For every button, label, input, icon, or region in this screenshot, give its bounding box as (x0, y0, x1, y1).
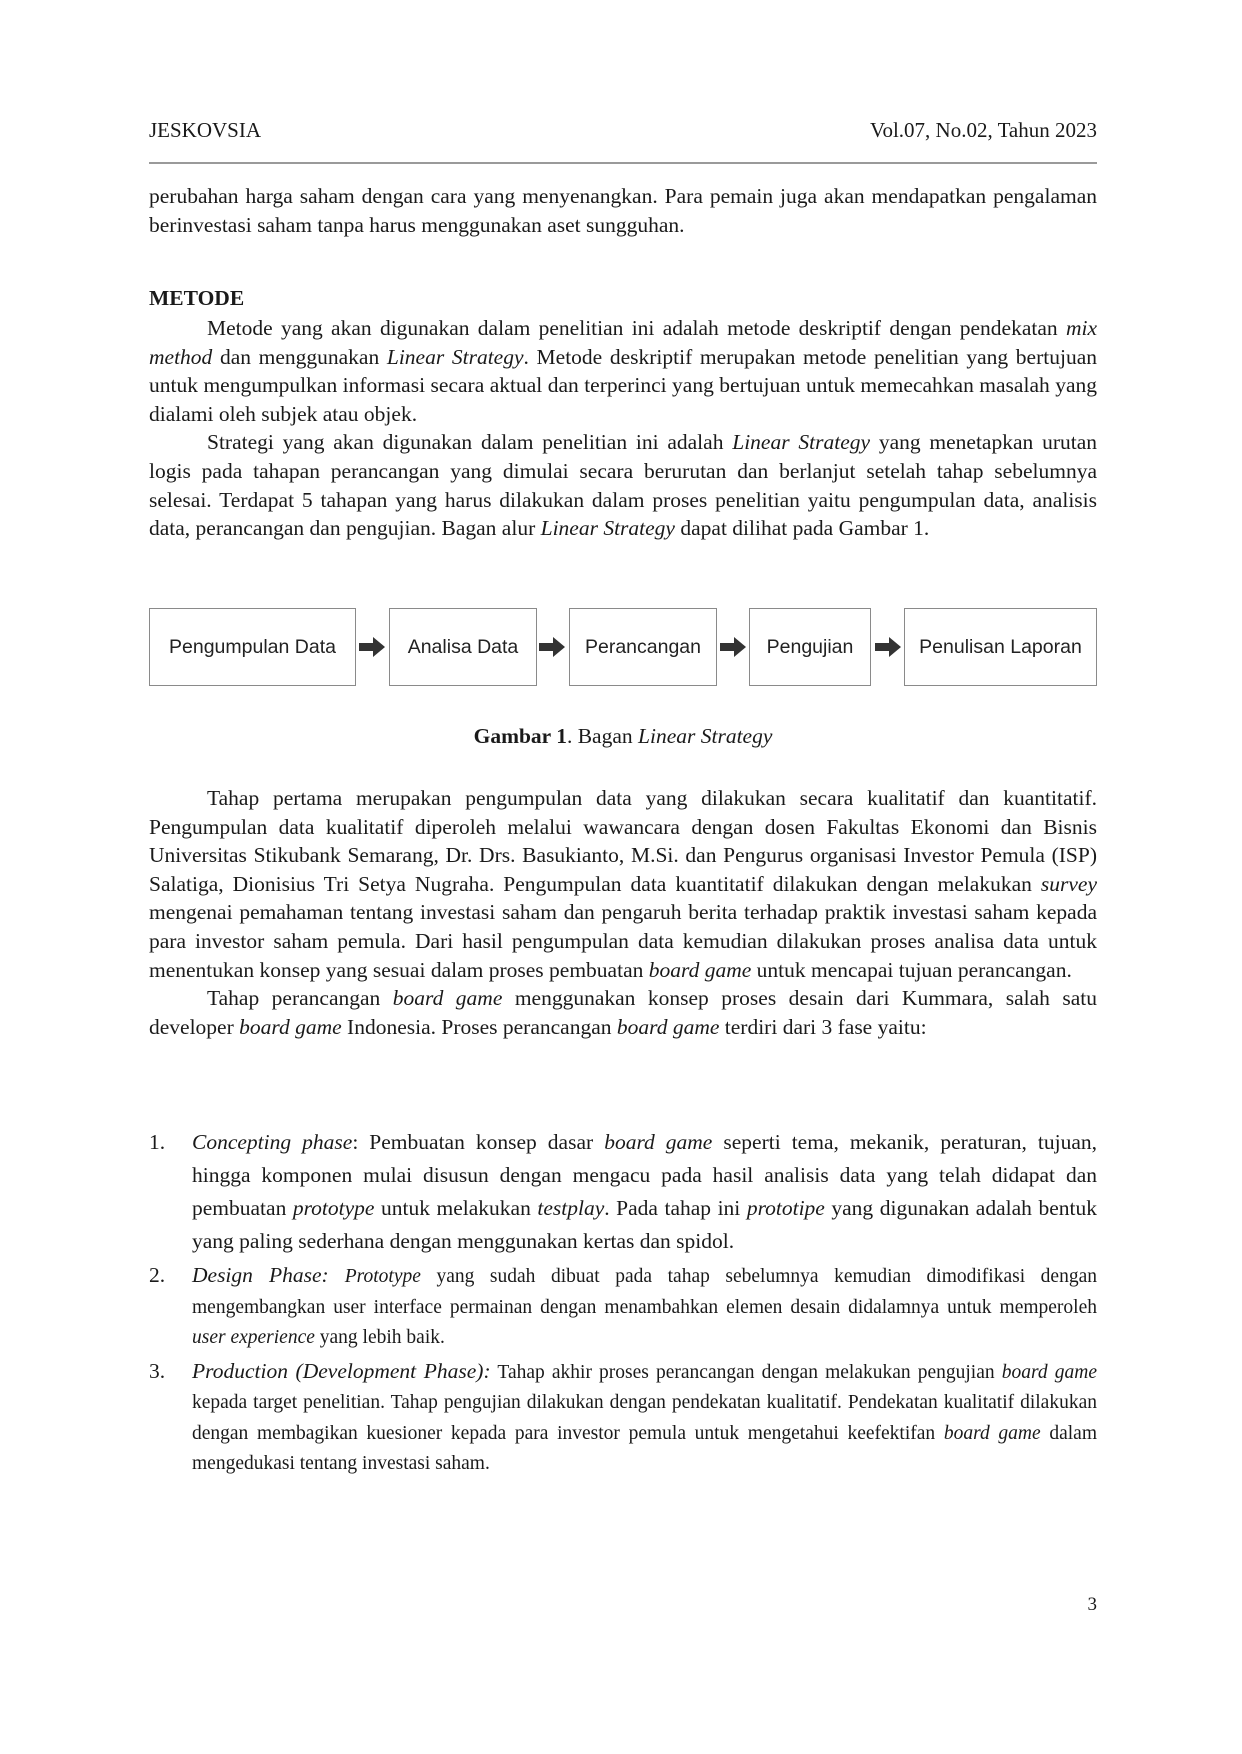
flow-step: Penulisan Laporan (904, 608, 1097, 686)
intro-block (149, 182, 1097, 239)
arrow-right-icon (539, 637, 565, 657)
flow-step: Perancangan (569, 608, 717, 686)
arrow-right-icon (875, 637, 901, 657)
metode-block (149, 314, 1097, 543)
arrow-right-icon (720, 637, 746, 657)
list-item: 1. Concepting phase: Pembuatan konsep dasar board game seperti tema, mekanik, peraturan, tujuan, hingga komponen mulai disusun dengan mengacu pada hasil analisis data yang telah didapat dan pembuatan prototype untuk melakukan testplay. Pada tahap ini prototipe yang digunakan adalah bentuk yang paling sederhana dengan menggunakan kertas dan spidol. (149, 1130, 1097, 1253)
section-title: METODE (149, 286, 245, 310)
list-item: 2. Design Phase: Prototype yang sudah dibuat pada tahap sebelumnya kemudian dimodifikasi dengan mengembangkan user interface permainan dengan menambahkan elemen desain didalamnya untuk memperoleh user experience yang lebih baik. (149, 1263, 1097, 1348)
flow-step: Analisa Data (389, 608, 537, 686)
figure-caption: Gambar 1. Bagan Linear Strategy (473, 724, 773, 748)
running-header (149, 118, 1097, 143)
list-item: 3. Production (Development Phase): Tahap akhir proses perancangan dengan melakukan pengujian board game kepada target penelitian. Tahap pengujian dilakukan dengan pendekatan kualitatif. Pendekatan kualitatif dilakukan dengan membagikan kuesioner kepada para investor pemula untuk mengetahui keefektifan board game dalam mengedukasi tentang investasi saham. (149, 1358, 1097, 1474)
phase-list-block (149, 1126, 1097, 1480)
journal-name: JESKOVSIA (149, 118, 262, 142)
phase-list (149, 1126, 1097, 1480)
tahap-paragraph-1: Tahap pertama merupakan pengumpulan data yang dilakukan secara kualitatif dan kuantitatif. Pengumpulan data kualitatif diperoleh melalui wawancara dengan dosen Fakultas Ekonomi dan Bisnis Universitas Stikubank Semarang, Dr. Drs. Basukianto, M.Si. dan Pengurus organisasi Investor Pemula (ISP) Salatiga, Dionisius Tri Setya Nugraha. Pengumpulan data kuantitatif dilakukan dengan melakukan survey mengenai pemahaman tentang investasi saham dan pengaruh berita terhadap praktik investasi saham kepada para investor saham pemula. Dari hasil pengumpulan data kemudian dilakukan proses analisa data untuk menentukan konsep yang sesuai dalam proses pembuatan board game untuk mencapai tujuan perancangan. (149, 786, 1097, 982)
flow-step: Pengujian (749, 608, 871, 686)
arrow-right-icon (359, 637, 385, 657)
header-rule (149, 162, 1097, 164)
page-number: 3 (1087, 1594, 1097, 1615)
tahap-paragraph-2: Tahap perancangan board game menggunakan konsep proses desain dari Kummara, salah satu developer board game Indonesia. Proses perancangan board game terdiri dari 3 fase yaitu: (149, 986, 1098, 1039)
tahap-block (149, 784, 1097, 1041)
flow-step: Pengumpulan Data (149, 608, 356, 686)
linear-strategy-flowchart (149, 608, 1097, 688)
journal-volume: Vol.07, No.02, Tahun 2023 (869, 118, 1097, 142)
metode-paragraph-2: Strategi yang akan digunakan dalam penelitian ini adalah Linear Strategy yang menetapkan urutan logis pada tahapan perancangan yang dimulai secara berurutan dan berlanjut setelah tahap sebelumnya selesai. Terdapat 5 tahapan yang harus dilakukan dalam proses penelitian yaitu pengumpulan data, analisis data, perancangan dan pengujian. Bagan alur Linear Strategy dapat dilihat pada Gambar 1. (149, 430, 1097, 541)
metode-paragraph-1: Metode yang akan digunakan dalam penelitian ini adalah metode deskriptif dengan pendekatan mix method dan menggunakan Linear Strategy. Metode deskriptif merupakan metode penelitian yang bertujuan untuk mengumpulkan informasi secara aktual dan terperinci yang bertujuan untuk memecahkan masalah yang dialami oleh subjek atau objek. (149, 316, 1097, 426)
intro-paragraph: perubahan harga saham dengan cara yang menyenangkan. Para pemain juga akan mendapatkan pengalaman berinvestasi saham tanpa harus menggunakan aset sungguhan. (149, 184, 1097, 237)
